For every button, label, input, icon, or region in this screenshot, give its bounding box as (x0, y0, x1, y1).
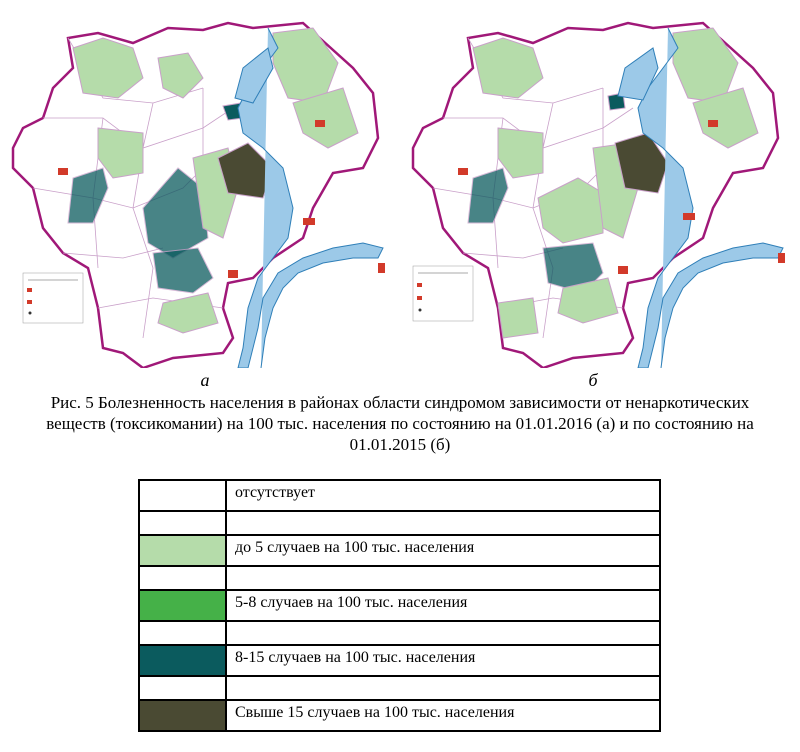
legend-swatch-none (139, 480, 226, 511)
legend-table (138, 479, 661, 732)
figure-caption: Рис. 5 Болезненность населения в районах области синдромом зависимости от ненаркотических веществ (токсикомании) на 100 тыс. населения по состоянию на 01.01.2016 (а) и по состоянию на 01.01.2015 (б) (46, 393, 754, 454)
legend-row (139, 645, 660, 676)
district-map-2015 (403, 8, 788, 368)
legend-row (139, 590, 660, 621)
legend-label-medium: 5-8 случаев на 100 тыс. населения (226, 590, 660, 621)
district-southwest (498, 298, 538, 338)
map-letter-a: а (200, 370, 210, 390)
legend-swatch-teal (139, 645, 226, 676)
inset-legend (23, 273, 83, 323)
legend-label-teal: 8-15 случаев на 100 тыс. населения (226, 645, 660, 676)
legend-swatch-light (139, 535, 226, 566)
legend-label-none: отсутствует (226, 480, 660, 511)
map-letter-b: б (588, 370, 598, 390)
inset-legend (413, 266, 473, 321)
legend-row (139, 700, 660, 731)
legend-row (139, 480, 660, 511)
legend-label-dark: Свыше 15 случаев на 100 тыс. населения (226, 700, 660, 731)
legend-row (139, 535, 660, 566)
district-map-2016 (3, 8, 388, 368)
legend-label-light: до 5 случаев на 100 тыс. населения (226, 535, 660, 566)
legend-swatch-dark (139, 700, 226, 731)
legend-swatch-medium (139, 590, 226, 621)
